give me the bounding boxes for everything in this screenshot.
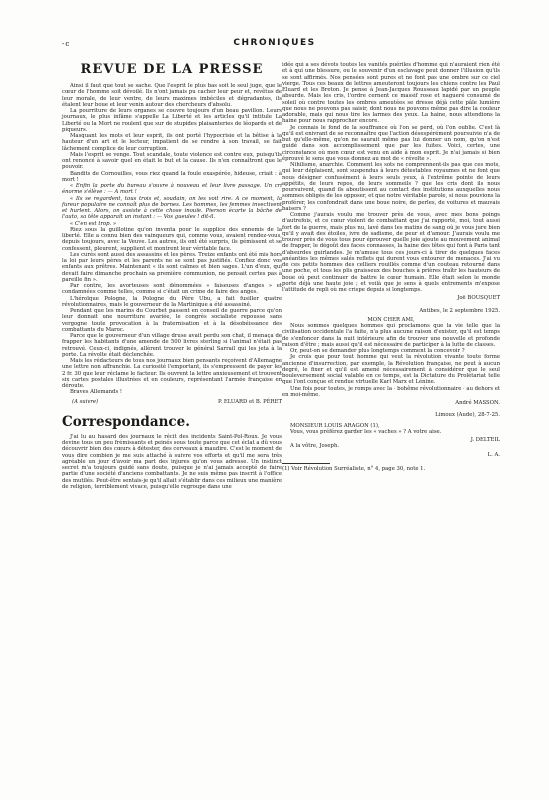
footnote-rule (282, 463, 330, 464)
salutation: MON CHER AMI, (367, 316, 415, 323)
paragraph: Vous, vous préférez garder les « vaches » ? A votre aise. (290, 428, 442, 435)
paragraph: Nous sommes quelques hommes qui proclamons que la vie telle que la civilisation occidentale l'a faite, n'a plus aucune raison d'exister, qu'il est temps de s'enfoncer dans la nuit intérieure afin de trouver une nouvelle et profonde raison d'être ; mais aussi qu'il est nécessaire de participer à la lutte de classes. (282, 323, 500, 348)
authors-signature: P. ELUARD et B. PÉRET (217, 398, 282, 405)
paragraph: Les curés sont aussi des assassins et les pères. Treize enfants ont été mis hors la loi par leurs pères et les parents ne se sont pas justifiés. Confiez donc vos enfants aux prêtres. Maintenant « ils sont calmes et bien sages. L'un d'eux, qui devait faire dimanche prochain sa première communion, ne pensait certes pas à pareille fin ». (62, 251, 282, 283)
dateline-antibes: Antibes, le 2 septembre 1925. (419, 307, 500, 314)
paragraph: Je connais le fond de la souffrance où l'on se perd, où l'on oublie. C'est là qu'il est enivrant de se reconnaître que l'action désespérément poursuivie n'a de but qu'elle-même, qu'on ne saurait même pas lui donner un nom, qu'on n'est guidé dans son accomplissement que par les fuites. Voici, certes, une circonstance où mon cœur est venu en aide à mon esprit. Je n'ai jamais si bien éprouvé le sens que vous donnez au mot de « révolte ». (282, 124, 500, 162)
dateline-limoux: Limoux (Aude), 28-7-25. (435, 412, 500, 419)
paragraph: A la vôtre, Joseph. (290, 443, 340, 450)
paragraph: Ainsi il faut que tout se sache. Que l'esprit le plus bas soit le seul juge, que le cœur de l'homme soit dévoilé. Ils n'ont jamais pu cacher leur peur et, revêtus de leur morale, de leur ventre, de leurs maximes imbéciles et dégradantes, ils étalent leur boue et leur venin autour des chercheurs d'absolu. (62, 83, 282, 108)
paragraph: Riez sous la guillotine qu'on inventa pour le supplice des ennemis de la liberté. Elle a connu bien des vainqueurs qui, comme vous, avaient rendez-vous, depuis toujours, avec la Veuve. Les autres, ils ont été surpris, ils gémissent et se confessent, pleurent, supplient et montrent leur véritable face. (62, 226, 282, 252)
signature-la: L. A. (487, 451, 500, 458)
signature-bousquet: Joë BOUSQUET (457, 295, 500, 302)
paragraph: La pourriture de leurs organes se couvre toujours d'un beau pavillon. Leurs journaux, le plus infâme s'appelle La Liberté et les articles qu'il intitule La Liberté ou la Mort ne roulent que sur de stupides plaisanteries de léopards et de piqueurs. (62, 108, 282, 133)
running-title: CHRONIQUES (233, 38, 316, 48)
section-title-revue: REVUE DE LA PRESSE (80, 62, 264, 77)
signature-masson: André MASSON. (455, 400, 500, 406)
paragraph: Comme j'aurais voulu me trouver près de vous, avec mes bons poings d'autrefois, et ce cœur violent de combattant que j'ai rapporté, moi, tout aussi fort de la guerre, mais plus nu, lavé dans les matins de sang où je vous jure bien qu'il y avait des étoiles, ivre de sadisme, de peur et d'amour. J'aurais voulu me trouver près de vous tous pour éprouver quelle joie ajoute au mouvement animal de frapper, le dégoût des faces connasses, la haine des têtes qui font à Paris tant d'absurdes guirlandes. Je m'amuse tous ces jours-ci à tirer de quelques faces anéanties les mêmes salés reflets qui durent vous entourer de menaces. J'ai vu de ces petits hommes des celliers rouillés comme d'un couteau retourné dans une poche, et tous les plis graisseux des bouches à prières traîtr les hauteurs de boue où peut continuer de battre le cœur humain. Elle était selon le monde porte déjà une haute joie ; et voilà que je sens à quels entrements m'expose l'attitude de repli où me crispe depuis si longtemps. (282, 212, 500, 293)
paragraph: Mais l'esprit se venge. Tout scandale, toute violence est contre eux, puisqu'ils ont renoncé à savoir quel en était le but et la cause. Ils n'en connaîtront que le pouvoir. (62, 151, 282, 171)
paragraph: Parce que le gouverneur d'un village druse avait perdu son chat, il menaça de frapper les habitants d'une amende de 500 livres sterling si l'animal n'était pas retrouvé. Ceux-ci, indignés, allèrent trouver le général Sarrail qui les jeta à la porte. La révolte était déclenchée. (62, 333, 282, 358)
paragraph: Par contre, les avorteuses sont dénommées « faiseuses d'anges » et condamnées comme telles, comme si c'était un crime de faire des anges. (62, 283, 282, 296)
quotation: « Ils se regardent, tous trois et, soudain, on les voit rire. A ce moment, la fureur populaire ne connaît plus de bornes. Les hommes, les femmes invectivent et hurlent. Alors, on assiste à cette chose inouïe. Pierson écarte la bâche de l'auto, sa tête apparaît un instant : — Vos gueules ! dit-il. (62, 195, 282, 221)
signature-delteil: J. DELTEIL (470, 437, 500, 443)
to-be-continued: (A suivre) (72, 398, 99, 405)
page-folio: -c (62, 40, 71, 48)
paragraph: Une fois pour toutes, je romps avec la · bohême révolutionnaire · au dehors et en moi-même. (282, 385, 500, 398)
left-column (62, 62, 282, 490)
paragraph: Je crois que pour tout homme qui veut la révolution vivante toute forme ancienne d'insurrection, par exemple, la Révolution française, ne peut à aucun degré, le fixer et qu'il est amené nécessairement à considérer que le seul bouleversement social valable en ce temps, est la Dictature du Prolétariat telle que l'ont conçue et rendue virtuelle Karl Marx et Lénine. (282, 354, 500, 386)
section-title-correspondance: Correspondance. (62, 413, 190, 430)
paragraph: Braves Allemands ! (70, 389, 122, 396)
paragraph: Mais les rédacteurs de tous nos journaux bien pensants reçoivent d'Allemagne une lettre non affranchie. La curiosité l'emportant, ils s'empressent de payer les 2 fr. 30 que leur réclame le facteur. Ils ouvrent la lettre anxieusement et trouvent six cartes postales illustrées et en couleurs, représentant l'armée française en déroute. (62, 358, 282, 389)
salutation-aragon: MONSIEUR LOUIS ARAGON (1), (290, 422, 380, 429)
paragraph: Or, peut-on se demander plus longtemps comment la concevoir ? (290, 348, 465, 354)
right-column (282, 62, 500, 472)
quotation: « C'en est trop. » (70, 220, 117, 227)
paragraph: L'héroïque Pologne, la Pologne du Père Ubu, a fait fusiller quatre révolutionnaires, mais le gouverneur de la Martinique a été assassiné. (62, 295, 282, 308)
quotation: « Enfin la porte du bureau s'ouvre à nouveau et leur livre passage. Un cri énorme s'élève : — A mort ! (62, 183, 282, 196)
signature-row (62, 399, 282, 405)
paragraph: J'ai lu au hasard des journaux le récit des incidents Saint-Pol-Roux. Je vous devine tous un peu frémissants et peinés sous toute parce que cet éclat a dû vous découvrir bien des cœurs à détester, des cerveaux à maudire. C'est le moment de vous dire combien je me suis attaché à suivre vos efforts et qu'il me sera très agréable un jour d'avoir ma part des injures qu'on vous adresse. Un instinct secret m'a toujours guidé sans doute, puisque je n'ai jamais accepté de faire partie d'une société d'anciens combattants. Je ne suis même pas inscrit à l'office des mutilés. Peut-être sentais-je qu'il allait s'établir dans ces milieux une manière de religion, terriblement vivace, puisqu'elle regroupe dans une (62, 433, 282, 490)
footnote: (1) Voir Révolution Surréaliste, n° 4, page 30, note 1. (282, 465, 426, 472)
paragraph: Bandits de Cornouilles, vous riez quand la foule exaspérée, hideuse, criait : à mort ! (62, 170, 282, 183)
paragraph: idée qui a ses dévots toutes les vanités puériles d'homme qui n'auraient rien été et à qui une blessure, ou le souvenir d'un esclavage peut donner l'illusion qu'ils se sont affirmés. Nos pensées sont pures et ne font pas une ombre sur ce ciel vierge. Tous ces beaux de lettres ameuteront toujours les chiens contre les Paul Eluard et les Breton. Je pense à Jean-Jacques Rousseau lapidé par un peuple absurde. Mais les cris, l'ordre cernent ce massif rose et nagueré consumé de soleil où contre toutes les ombres ameutées se dresse déjà cette pâle lumière que nous ne pouvons pas saisir, dont nous ne pouvons même pas dire la couleur adorable, mais qui nous tire les larmes des yeux. La haine, nous attendions la haine pour nous rapprocher encore. (282, 62, 500, 125)
paragraph: Nihilisme, anarchie. Comment les sots ne comprennent-ils pas que ces mots, qui leur déplaisent, sont suspendus à leurs détestables royaumes et ne font que nous désigner confusément à leurs seuls yeux, à l'extrême pointe de leurs appétits, de leurs repos, de leurs sommeils ? que les cris dont ils nous poursuivent, quand ils aboutissent au contact des institutions auxquelles nous sommes obligés de les opposer, et que notre véritable parole, si nous pouvions la proférer, les confondrait dans une boue noire, de perles, de voitures et mauvais baisers ? (282, 162, 500, 212)
paragraph: Masquant les mots et leur esprit, ils ont porté l'hypocrisie et la bêtise à la hauteur d'un art et le lecteur, impatient de se rendre à son travail, se fait lâchement complice de leur corruption. (62, 133, 282, 152)
paragraph: Pendant que les marins du Courbet passent en conseil de guerre parce qu'on leur donnait une nourriture avariée, le congrès socialiste repousse sans vergogne toute provocation à la fraternisation et à la désobéissance des combattants du Maroc. (62, 308, 282, 333)
